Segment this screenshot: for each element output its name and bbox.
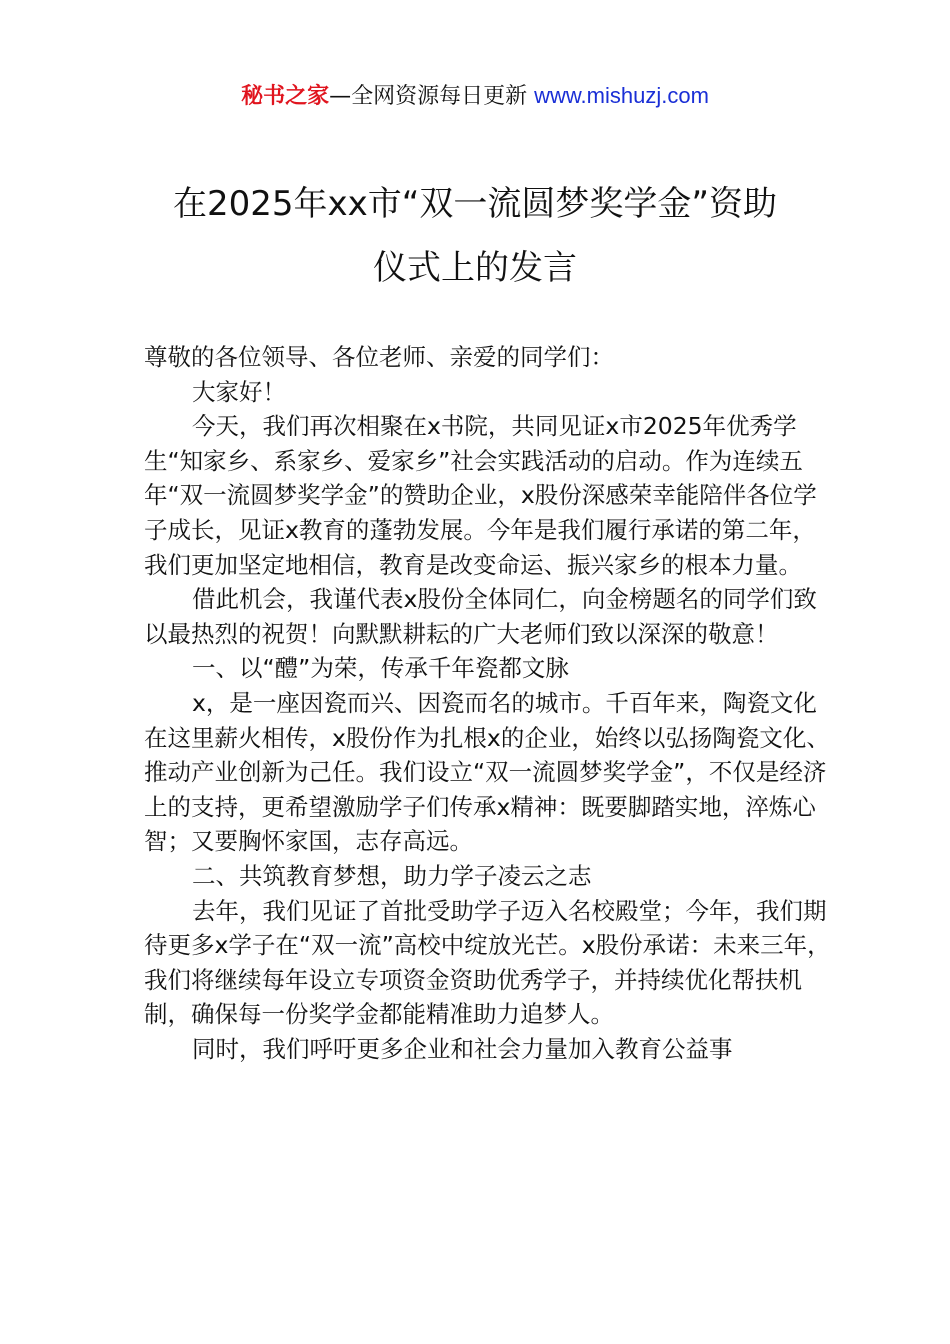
paragraph-section-1: x，是一座因瓷而兴、因瓷而名的城市。千百年来，陶瓷文化在这里薪火相传，x股份作为扎根x的企业，始终以弘扬陶瓷文化、推动产业创新为己任。我们设立“双一流圆梦奖学金”，不仅是经济上的支持，更希望激励学子们传承x精神：既要脚踏实地，淬炼心智；又要胸怀家国，志存高远。 — [144, 688, 830, 856]
site-url-link[interactable]: www.mishuzj.com — [534, 83, 709, 108]
title-line-1: 在2025年xx市“双一流圆梦奖学金”资助 — [173, 184, 777, 224]
title-line-2: 仪式上的发言 — [373, 248, 577, 288]
section-heading-1: 一、以“醴”为荣，传承千年瓷都文脉 — [192, 654, 569, 683]
section-heading-2: 二、共筑教育梦想，助力学子凌云之志 — [192, 861, 592, 890]
document-title — [100, 172, 850, 300]
site-header — [0, 80, 950, 113]
paragraph-congratulations: 借此机会，我谨代表x股份全体同仁，向金榜题名的同学们致以最热烈的祝贺！向默默耕耘的广大老师们致以深深的敬意！ — [144, 585, 817, 648]
paragraph-greeting: 大家好！ — [192, 377, 286, 406]
site-tagline: —全网资源每日更新 — [329, 84, 528, 109]
paragraph-intro: 今天，我们再次相聚在x书院，共同见证x市2025年优秀学生“知家乡、系家乡、爱家乡”社会实践活动的启动。作为连续五年“双一流圆梦奖学金”的赞助企业，x股份深感荣幸能陪伴各位学子成长，见证x教育的蓬勃发展。今年是我们履行承诺的第二年，我们更加坚定地相信，教育是改变命运、振兴家乡的根本力量。 — [144, 412, 817, 579]
site-brand: 秘书之家 — [241, 84, 330, 109]
paragraph-section-2: 去年，我们见证了首批受助学子迈入名校殿堂；今年，我们期待更多x学子在“双一流”高校中绽放光芒。x股份承诺：未来三年，我们将继续每年设立专项资金资助优秀学子，并持续优化帮扶机制，确保每一份奖学金都能精准助力追梦人。 — [144, 896, 831, 1029]
paragraph-continued: 同时，我们呼吁更多企业和社会力量加入教育公益事 — [192, 1034, 733, 1063]
salutation: 尊敬的各位领导、各位老师、亲爱的同学们： — [144, 343, 614, 371]
speech-body — [144, 340, 834, 1066]
